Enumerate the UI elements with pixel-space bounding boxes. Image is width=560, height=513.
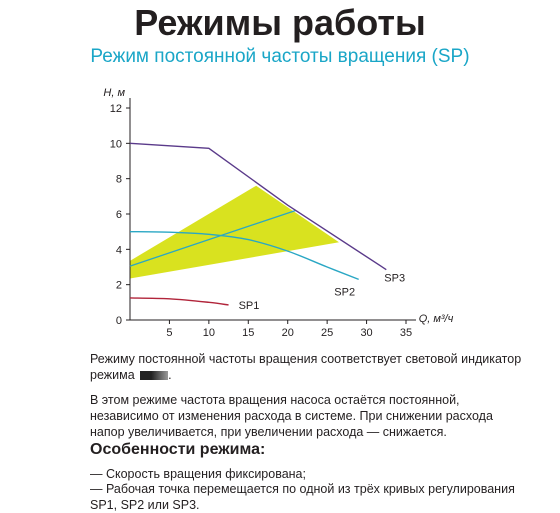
mode-indicator-icon: [140, 371, 168, 380]
x-tick-label: 10: [202, 327, 215, 339]
x-tick-label: 25: [321, 327, 334, 339]
y-tick-label: 6: [115, 209, 122, 221]
feature-item-1: — Скорость вращения фиксирована;: [90, 467, 306, 481]
x-tick-label: 15: [242, 327, 255, 339]
label-sp1: SP1: [238, 299, 260, 312]
curve-sp1: [130, 298, 229, 305]
page-subtitle: Режим постоянной частоты вращения (SP): [90, 46, 470, 67]
y-tick-label: 4: [115, 244, 122, 257]
x-axis-label: Q, м³/ч: [418, 313, 454, 325]
y-tick-label: 8: [115, 173, 122, 186]
label-sp3: SP3: [384, 272, 406, 285]
y-axis-label: H, м: [103, 87, 125, 99]
y-tick-label: 0: [115, 315, 122, 327]
features-heading: Особенности режима:: [90, 441, 266, 458]
paragraph-description: В этом режиме частота вращения насоса остаётся постоянной, независимо от изменения расхода в системе. При снижении расхода напор увеличивается, при увеличении расхода — снижается.: [90, 393, 493, 439]
y-tick-label: 2: [115, 279, 122, 292]
x-tick-label: 5: [166, 327, 173, 339]
paragraph-indicator-text: Режиму постоянной частоты вращения соответствует световой индикатор режима: [90, 352, 522, 382]
paragraph-indicator-end: .: [168, 368, 172, 382]
x-tick-label: 35: [399, 327, 413, 339]
y-tick-label: 10: [109, 138, 122, 151]
x-tick-label: 20: [281, 327, 294, 339]
page-title: Режимы работы: [134, 2, 426, 43]
label-sp2: SP2: [334, 286, 356, 299]
y-tick-label: 12: [109, 103, 122, 115]
feature-item-2: — Рабочая точка перемещается по одной из трёх кривых регулирования SP1, SP2 или SP3.: [90, 482, 515, 512]
paragraph-indicator: [90, 351, 530, 383]
x-tick-label: 30: [360, 327, 373, 339]
